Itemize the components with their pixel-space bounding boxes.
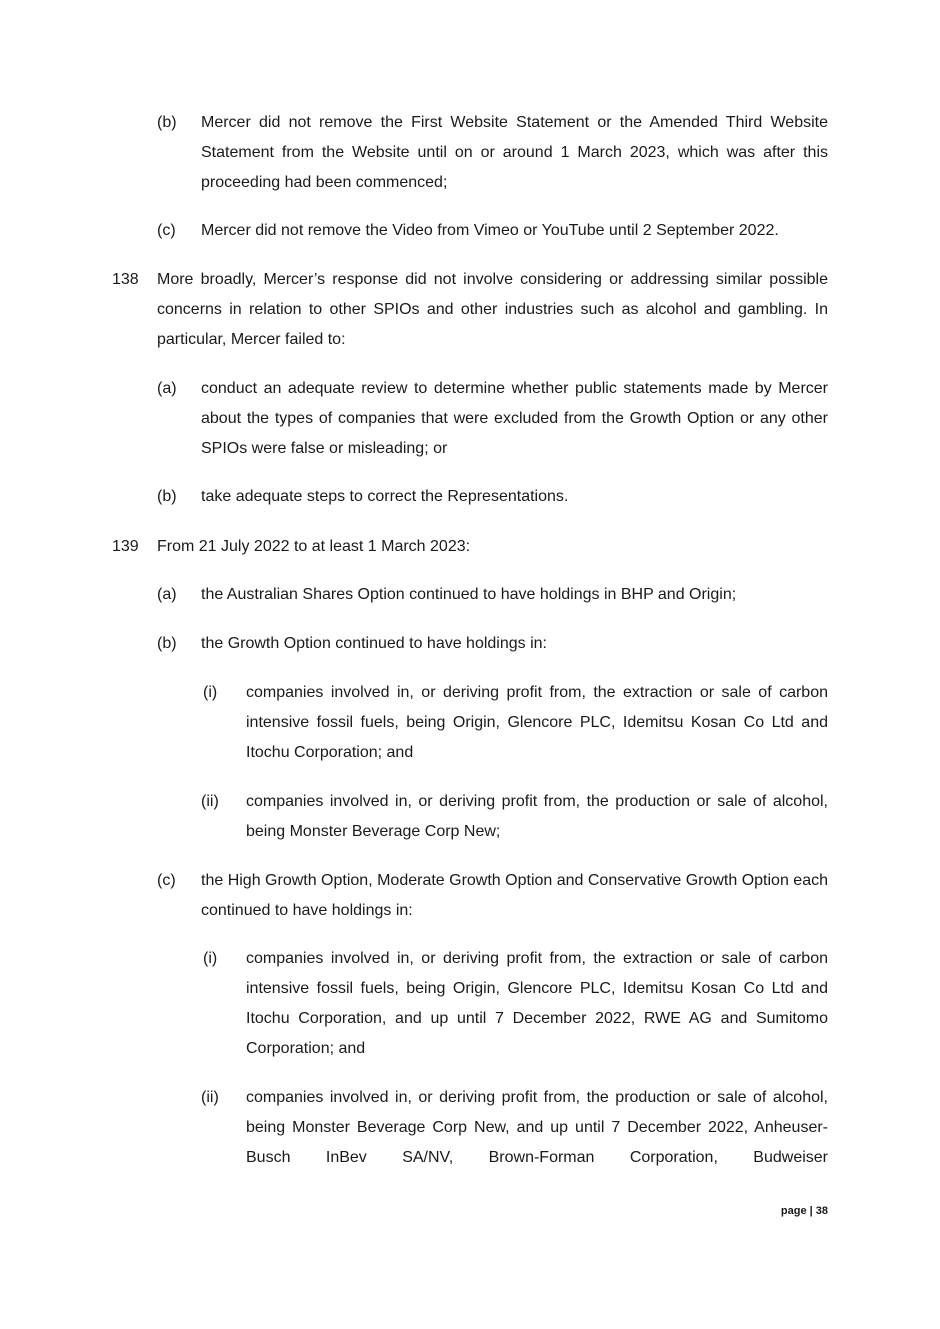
subitem-marker: (i) <box>203 950 218 967</box>
subitem-text: companies involved in, or deriving profit from, the production or sale of alcohol, being Monster Beverage Corp New; <box>246 793 828 840</box>
item-text: the Australian Shares Option continued to have holdings in BHP and Origin; <box>201 586 737 603</box>
paragraph-number: 138 <box>112 271 139 288</box>
paragraph-text: More broadly, Mercer’s response did not involve considering or addressing similar possible concerns in relation to other SPIOs and other industries such as alcohol and gambling. In particular, Mercer failed to: <box>157 271 828 348</box>
item-text: take adequate steps to correct the Representations. <box>201 488 569 505</box>
subitem-marker: (i) <box>203 684 218 701</box>
item-text: Mercer did not remove the Video from Vimeo or YouTube until 2 September 2022. <box>201 222 779 239</box>
item-marker: (b) <box>157 488 177 505</box>
subitem-marker: (ii) <box>201 793 219 810</box>
item-text: the High Growth Option, Moderate Growth Option and Conservative Growth Option each continued to have holdings in: <box>201 872 828 919</box>
item-marker: (c) <box>157 872 176 889</box>
subitem-text: companies involved in, or deriving profit from, the production or sale of alcohol, being Monster Beverage Corp New, and up until 7 December 2022, Anheuser-Busch InBev SA/NV, Brown-Forman Corporation, Budweiser <box>246 1089 828 1166</box>
subitem-text: companies involved in, or deriving profit from, the extraction or sale of carbon intensive fossil fuels, being Origin, Glencore PLC, Idemitsu Kosan Co Ltd and Itochu Corporation, and up until 7 December 2022, RWE AG and Sumitomo Corporation; and <box>246 950 828 1057</box>
item-marker: (a) <box>157 586 177 603</box>
paragraph-number: 139 <box>112 538 139 555</box>
item-marker: (c) <box>157 222 176 239</box>
subitem-marker: (ii) <box>201 1089 219 1106</box>
paragraph-text: From 21 July 2022 to at least 1 March 2023: <box>157 538 471 555</box>
subitem-text: companies involved in, or deriving profit from, the extraction or sale of carbon intensive fossil fuels, being Origin, Glencore PLC, Idemitsu Kosan Co Ltd and Itochu Corporation; and <box>246 684 828 761</box>
page-number: page | 38 <box>780 1205 828 1217</box>
item-text: the Growth Option continued to have holdings in: <box>201 635 547 652</box>
item-text: Mercer did not remove the First Website Statement or the Amended Third Website Statement from the Website until on or around 1 March 2023, which was after this proceeding had been commenced; <box>201 114 828 191</box>
item-marker: (b) <box>157 635 177 652</box>
item-marker: (a) <box>157 380 177 397</box>
item-text: conduct an adequate review to determine whether public statements made by Mercer about the types of companies that were excluded from the Growth Option or any other SPIOs were false or misleading; or <box>201 380 828 457</box>
item-marker: (b) <box>157 114 177 131</box>
